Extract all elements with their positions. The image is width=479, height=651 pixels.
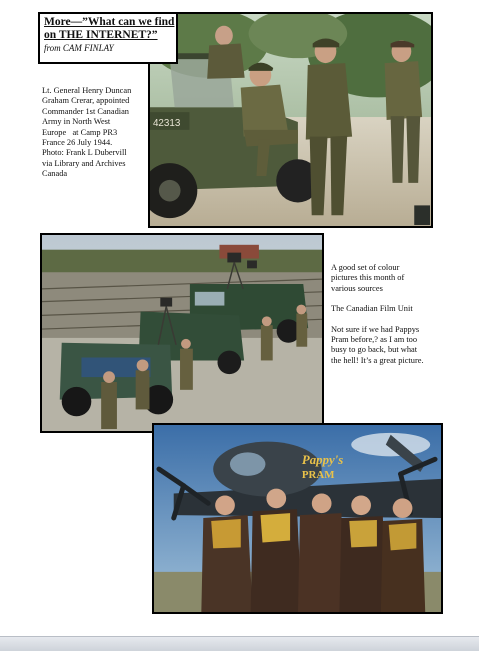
article-byline: from CAM FINLAY <box>44 43 114 53</box>
page-footer-bar <box>0 636 479 651</box>
caption-line: France 26 July 1944. <box>42 138 113 148</box>
photo1-caption <box>42 86 152 180</box>
caption-film-unit: The Canadian Film Unit <box>331 304 413 314</box>
article-title-box <box>38 12 178 64</box>
caption-line: Not sure if we had Pappys <box>331 324 420 334</box>
caption-line: A good set of colour <box>331 263 400 272</box>
caption-intro <box>331 263 471 294</box>
caption-line: busy to go back, but what <box>331 345 418 355</box>
caption-line: via Library and Archives <box>42 158 126 168</box>
caption-line: various sources <box>331 283 383 293</box>
caption-line: Graham Crerar, appointed <box>42 96 130 106</box>
photo-pappys-pram-aircrew <box>152 423 443 614</box>
nose-art-line-2: PRAM <box>301 468 335 481</box>
photo2-caption <box>331 263 471 376</box>
nose-art-line-1: Pappy's <box>301 453 344 468</box>
caption-line: Army in North West <box>42 117 111 127</box>
caption-line: Commander 1st Canadian <box>42 106 129 116</box>
caption-line: the hell! It’s a great picture. <box>331 355 424 365</box>
caption-line: Europe at Camp PR3 <box>42 127 118 137</box>
caption-line: Pram before,? as I am too <box>331 335 418 345</box>
caption-line: Photo: Frank L Dubervill <box>42 148 127 158</box>
caption-line: Lt. General Henry Duncan <box>42 86 132 95</box>
photo-canadian-film-unit <box>40 233 324 433</box>
caption-line: Canada <box>42 169 68 179</box>
caption-line: pictures this month of <box>331 273 405 283</box>
jeep-number: 42313 <box>152 117 181 129</box>
caption-note <box>331 325 471 367</box>
article-title-line-2: on THE INTERNET?” <box>44 29 158 41</box>
photo-general-crerar-jeep <box>148 12 433 228</box>
article-title-line-1: More—”What can we find <box>44 16 175 28</box>
